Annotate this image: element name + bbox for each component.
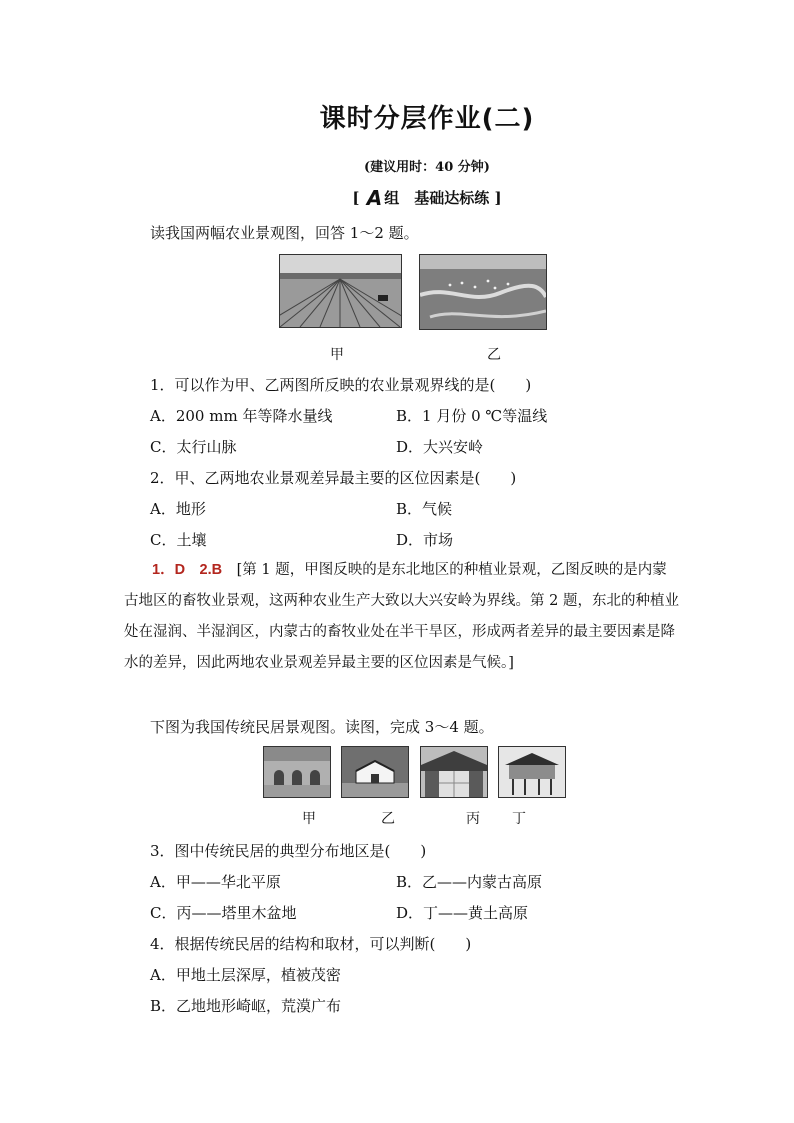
stilt-house-photo [498, 746, 566, 798]
intro-2: 下图为我国传统民居景观图。读图，完成 3～4 题。 [150, 718, 494, 736]
cave-dwelling-photo [263, 746, 331, 798]
q1-option-c: C．太行山脉 [150, 438, 237, 456]
q2-stem: 2．甲、乙两地农业景观差异最主要的区位因素是( ) [150, 469, 517, 487]
fig1-caption-a: 甲 [330, 347, 344, 363]
farmland-photo [279, 254, 402, 328]
q1-option-b: B．1 月份 0 ℃等温线 [396, 407, 548, 425]
q1-stem: 1．可以作为甲、乙两图所反映的农业景观界线的是( ) [150, 376, 532, 394]
q3-option-c: C．丙——塔里木盆地 [150, 904, 297, 922]
group-label: 组 基础达标练 [384, 189, 490, 207]
q3-option-b: B．乙——内蒙古高原 [396, 873, 543, 891]
answer-explanation [124, 555, 679, 679]
q2-option-b: B．气候 [396, 500, 453, 518]
fig2-caption-b: 乙 [381, 811, 395, 827]
courtyard-photo [420, 746, 488, 798]
group-bracket-open: [ [352, 189, 360, 207]
yurt-photo [341, 746, 409, 798]
q3-option-a: A．甲——华北平原 [150, 873, 281, 891]
q1-option-d: D．大兴安岭 [396, 438, 484, 456]
grassland-photo [419, 254, 547, 330]
q3-stem: 3．图中传统民居的典型分布地区是( ) [150, 842, 427, 860]
group-heading [0, 186, 794, 210]
group-bracket-close: ] [494, 189, 502, 207]
q4-stem: 4．根据传统民居的结构和取材，可以判断( ) [150, 935, 472, 953]
fig2-caption-d: 丁 [512, 811, 526, 827]
fig2-caption-c: 丙 [466, 811, 480, 827]
q2-option-c: C．土壤 [150, 531, 207, 549]
page-title: 课时分层作业(二) [319, 104, 535, 134]
q2-option-d: D．市场 [396, 531, 454, 549]
q3-option-d: D．丁——黄土高原 [396, 904, 529, 922]
q4-option-b: B．乙地地形崎岖，荒漠广布 [150, 997, 342, 1015]
group-letter: A [366, 186, 383, 210]
fig1-caption-b: 乙 [487, 347, 501, 363]
answer-key: 1．D 2.B [152, 562, 223, 578]
q2-option-a: A．地形 [150, 500, 206, 518]
fig2-caption-a: 甲 [302, 811, 316, 827]
time-hint: (建议用时：40 分钟) [364, 160, 490, 175]
answer-text: [第 1 题，甲图反映的是东北地区的种植业景观，乙图反映的是内蒙古地区的畜牧业景观，这两种农业生产大致以大兴安岭为界线。第 2 题，东北的种植业处在湿润、半湿润区，内蒙古的畜牧业处在半干旱区，形成两者差异的最主要因素是降水的差异，因此两地农业景观差异最主要的区位因素是气候。] [124, 562, 679, 671]
q4-option-a: A．甲地土层深厚，植被茂密 [150, 966, 341, 984]
q1-option-a: A．200 mm 年等降水量线 [150, 407, 333, 425]
intro-1: 读我国两幅农业景观图，回答 1～2 题。 [150, 224, 419, 242]
